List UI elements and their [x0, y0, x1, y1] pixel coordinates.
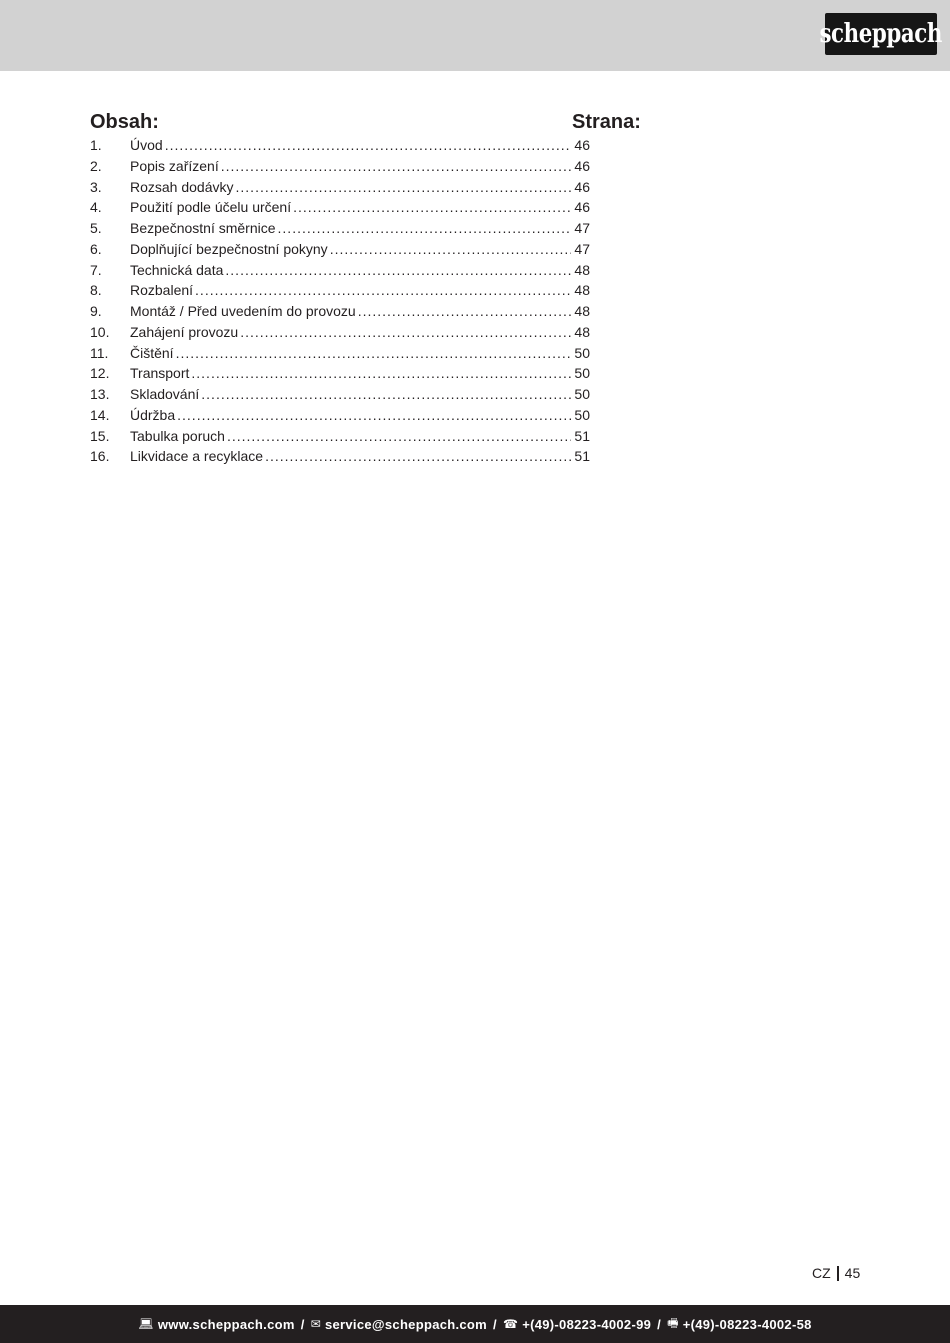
toc-entry-title: Použití podle účelu určení	[130, 199, 292, 216]
toc-entry-title: Bezpečnostní směrnice	[130, 220, 276, 236]
phone-number: +(49)-08223-4002-99	[522, 1316, 652, 1332]
toc-leader-dots	[221, 156, 572, 177]
toc-entry-title: Čištění	[130, 344, 174, 361]
toc-entry-title: Likvidace a recyklace	[130, 448, 264, 465]
toc-entry-title: Transport	[130, 365, 190, 382]
scheppach-logo	[819, 13, 943, 55]
toc-entry[interactable]	[90, 280, 590, 301]
toc-entry-page: 48	[574, 261, 590, 278]
logo-text: scheppach	[819, 19, 943, 49]
page-number	[812, 1265, 860, 1281]
toc-leader-dots	[227, 426, 571, 447]
toc-entry[interactable]	[90, 446, 590, 467]
toc-leader-dots	[278, 218, 572, 239]
toc-entry-title: Údržba	[130, 406, 176, 423]
toc-entry-page: 46	[574, 178, 590, 195]
toc-entry-page: 46	[574, 199, 590, 216]
contact-footer	[0, 1305, 950, 1343]
toc-entry-title: Montáž / Před uvedením do provozu	[130, 303, 356, 319]
toc-entry-page: 50	[574, 386, 590, 402]
toc-entry-page: 50	[574, 406, 590, 423]
toc-entry[interactable]	[90, 384, 590, 405]
toc-entry-page: 50	[574, 365, 590, 382]
toc-entry-number: 5.	[90, 220, 102, 236]
toc-entry[interactable]	[90, 177, 590, 198]
toc-leader-dots	[265, 446, 571, 467]
toc-entry-number: 3.	[90, 178, 102, 195]
toc-entry-number: 6.	[90, 240, 102, 257]
toc-entry[interactable]	[90, 156, 590, 177]
toc-leader-dots	[201, 384, 571, 405]
toc-leader-dots	[195, 280, 571, 301]
toc-entry[interactable]	[90, 405, 590, 426]
computer-icon: 💻︎	[138, 1317, 154, 1331]
toc-entry-number: 12.	[90, 365, 110, 382]
toc-entry-number: 13.	[90, 386, 110, 402]
toc-entry-page: 50	[574, 344, 590, 361]
toc-leader-dots	[293, 197, 571, 218]
toc-leader-dots	[358, 301, 572, 322]
toc-entry-number: 15.	[90, 427, 110, 444]
toc-entry-title: Úvod	[130, 137, 163, 153]
toc-leader-dots	[225, 260, 571, 281]
toc-heading-page: Strana:	[572, 111, 641, 133]
toc-entry-title: Technická data	[130, 261, 224, 278]
toc-entry[interactable]	[90, 218, 590, 239]
toc-entry-number: 9.	[90, 303, 102, 319]
toc-entry-page: 46	[574, 137, 590, 153]
mail-icon: ✉︎	[310, 1317, 321, 1331]
toc-leader-dots	[236, 177, 572, 198]
toc-entry-number: 4.	[90, 199, 102, 216]
toc-entry-page: 48	[574, 323, 590, 340]
toc-entry-number: 8.	[90, 282, 102, 299]
toc-leader-dots	[191, 363, 571, 384]
language-code: CZ	[812, 1265, 831, 1281]
toc-entry-number: 1.	[90, 137, 102, 153]
toc-entry-title: Skladování	[130, 386, 200, 402]
toc-entry[interactable]	[90, 239, 590, 260]
email-link[interactable]: service@scheppach.com	[324, 1316, 488, 1332]
separator: /	[657, 1316, 662, 1332]
page-number-divider	[837, 1266, 839, 1281]
toc-entry-page: 47	[574, 220, 590, 236]
toc-entry-number: 14.	[90, 406, 110, 423]
toc-entry-title: Rozbalení	[130, 282, 194, 299]
separator: /	[493, 1316, 497, 1332]
toc-entry[interactable]	[90, 426, 590, 447]
toc-entry[interactable]	[90, 260, 590, 281]
toc-entry[interactable]	[90, 197, 590, 218]
toc-leader-dots	[165, 135, 572, 156]
website-link[interactable]: www.scheppach.com	[157, 1316, 295, 1332]
toc-leader-dots	[177, 405, 571, 426]
toc-entry[interactable]	[90, 343, 590, 364]
separator: /	[300, 1316, 305, 1332]
toc-entry-number: 7.	[90, 261, 102, 278]
toc-entry-title: Doplňující bezpečnostní pokyny	[130, 240, 328, 257]
toc-entry[interactable]	[90, 322, 590, 343]
toc-entry-number: 2.	[90, 157, 102, 174]
toc-entry-page: 51	[574, 427, 590, 444]
fax-icon: 🖷︎	[667, 1315, 679, 1330]
toc-entry-title: Popis zařízení	[130, 157, 219, 174]
header-bar	[0, 0, 950, 71]
fax-number: +(49)-08223-4002-58	[682, 1316, 812, 1332]
page-number-value: 45	[844, 1265, 861, 1281]
toc-entry-page: 48	[574, 303, 590, 319]
toc-entry[interactable]	[90, 363, 590, 384]
toc-entry-number: 11.	[90, 344, 109, 361]
toc-entry-number: 16.	[90, 448, 110, 465]
toc-entry-page: 46	[574, 157, 590, 174]
toc-entry-page: 51	[574, 448, 590, 465]
toc-leader-dots	[176, 343, 572, 364]
phone-icon: ☎︎	[502, 1317, 519, 1331]
toc-entry-number: 10.	[90, 323, 110, 340]
toc-entry[interactable]	[90, 301, 590, 322]
toc-leader-dots	[240, 322, 571, 343]
toc-entry[interactable]	[90, 135, 590, 156]
toc-entry-title: Rozsah dodávky	[130, 178, 234, 195]
toc-leader-dots	[330, 239, 572, 260]
toc-entry-page: 48	[574, 282, 590, 299]
toc-entry-title: Tabulka poruch	[130, 427, 225, 444]
toc-heading-contents: Obsah:	[90, 111, 159, 133]
table-of-contents	[90, 135, 590, 467]
toc-entry-page: 47	[574, 240, 590, 257]
toc-entry-title: Zahájení provozu	[130, 323, 239, 340]
